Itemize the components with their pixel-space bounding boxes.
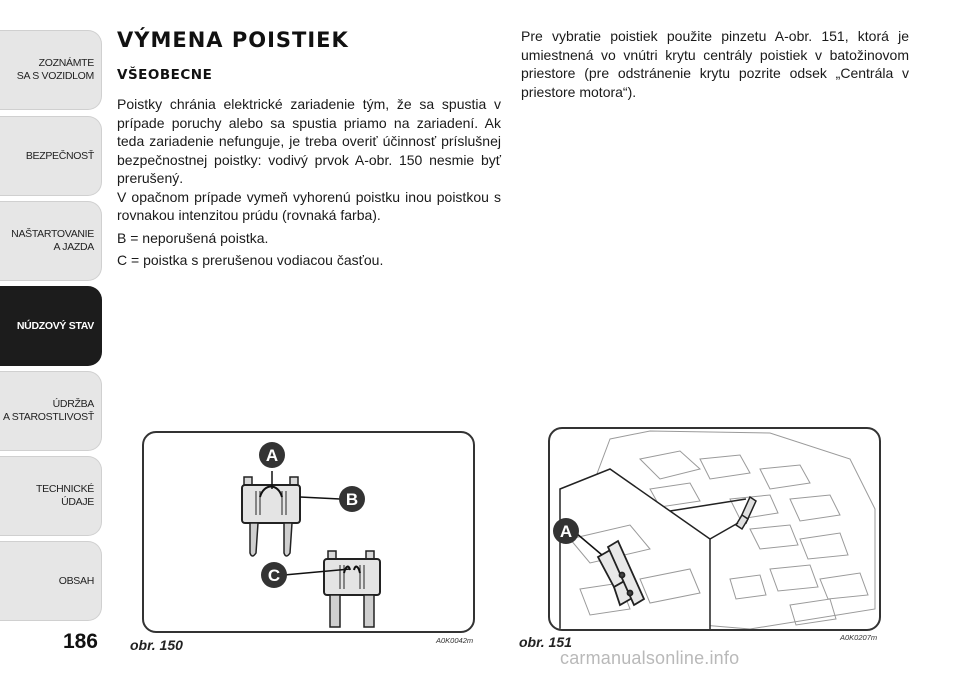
- page-number: 186: [62, 630, 98, 653]
- blown-fuse: [324, 551, 380, 627]
- paragraph-tweezers: Pre vybratie poistiek použite pinzetu A-obr. 151, ktorá je umiestnená vo vnútri krytu centrály poistiek v batožinovom priestore (pre odstránenie krytu pozrite odsek „Centrála v priestore motora“).: [521, 28, 909, 100]
- paragraph-c-legend: C = poistka s prerušenou vodiacou časťou.: [117, 252, 384, 268]
- text-column-right: [521, 27, 909, 105]
- figure-151-caption: obr. 151: [519, 634, 572, 650]
- tab-technicke-udaje[interactable]: TECHNICKÉ ÚDAJE: [0, 456, 102, 536]
- tab-nastartovanie[interactable]: NAŠTARTOVANIE A JAZDA: [0, 201, 102, 281]
- svg-text:C: C: [267, 566, 281, 585]
- fuse-illustration: [144, 433, 475, 633]
- page-title: VÝMENA POISTIEK: [117, 28, 349, 52]
- section-subtitle: VŠEOBECNE: [117, 67, 213, 83]
- callout-c: [261, 562, 287, 588]
- watermark: carmanualsonline.info: [560, 648, 740, 668]
- callout-b: [339, 486, 365, 512]
- figure-150-code: A0K0042m: [436, 636, 474, 645]
- figure-150: [142, 431, 475, 633]
- tweezers-small: [736, 497, 756, 529]
- fuse-box-illustration: [550, 429, 881, 631]
- paragraph-b-legend: B = neporušená poistka.: [117, 229, 269, 246]
- svg-text:A: A: [559, 522, 573, 541]
- tab-bezpecnost[interactable]: BEZPEČNOSŤ: [0, 116, 102, 196]
- svg-text:B: B: [345, 490, 359, 509]
- tab-obsah[interactable]: OBSAH: [0, 541, 102, 621]
- svg-text:A: A: [265, 446, 279, 465]
- figure-150-caption: obr. 150: [130, 637, 183, 653]
- paragraph-intro: Poistky chránia elektrické zariadenie tým, že sa spustia v prípade poruchy alebo sa spustia priamo na zariadení. Ak teda zariadenie nefunguje, je treba overiť účinnosť príslušnej bezpečnostnej poistky: vodivý prvok A-obr. 150 nesmie byť prerušený. V opačnom prípade vymeň vyhorenú poistku inou poistkou s rovnakou intenzitou prúdu (rovnaká farba).: [117, 96, 501, 223]
- figure-151: [548, 427, 881, 631]
- tab-zoznamte[interactable]: ZOZNÁMTE SA S VOZIDLOM: [0, 30, 102, 110]
- callout-a: [259, 442, 285, 468]
- tab-nudzovy-stav[interactable]: NÚDZOVÝ STAV: [0, 286, 102, 366]
- text-column-left: [117, 95, 501, 274]
- tab-udrzba[interactable]: ÚDRŽBA A STAROSTLIVOSŤ: [0, 371, 102, 451]
- intact-fuse: [242, 477, 300, 556]
- callout-a: [553, 518, 579, 544]
- figure-151-code: A0K0207m: [840, 633, 878, 642]
